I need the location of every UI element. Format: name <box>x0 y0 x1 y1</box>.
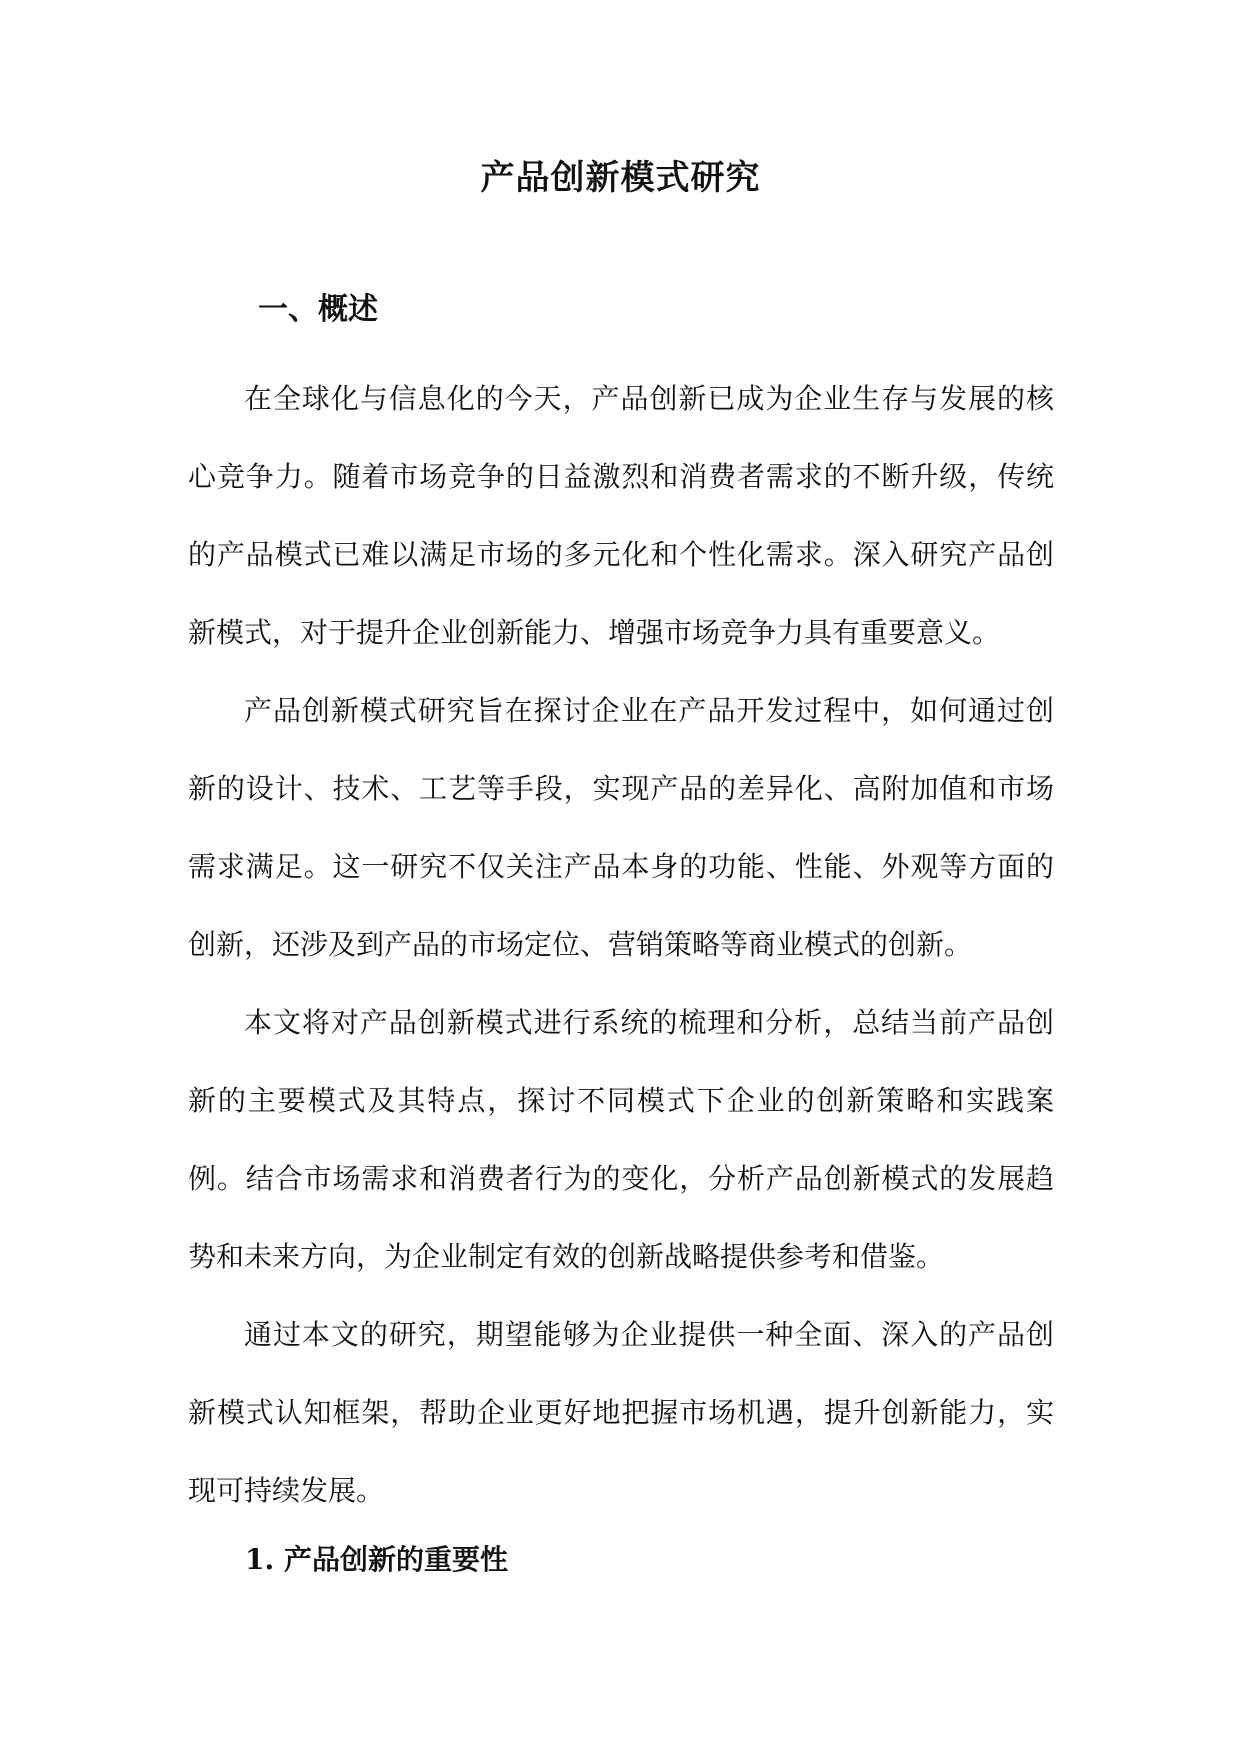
paragraph: 通过本文的研究，期望能够为企业提供一种全面、深入的产品创新模式认知框架，帮助企业更好地把握市场机遇，提升创新能力，实现可持续发展。 <box>188 1318 1054 1507</box>
paragraph: 产品创新模式研究旨在探讨企业在产品开发过程中，如何通过创新的设计、技术、工艺等手段，实现产品的差异化、高附加值和市场需求满足。这一研究不仅关注产品本身的功能、性能、外观等方面的创新，还涉及到产品的市场定位、营销策略等商业模式的创新。 <box>188 694 1054 961</box>
section-heading-overview: 一、概述 <box>258 292 378 327</box>
paragraph: 在全球化与信息化的今天，产品创新已成为企业生存与发展的核心竞争力。随着市场竞争的日益激烈和消费者需求的不断升级，传统的产品模式已难以满足市场的多元化和个性化需求。深入研究产品创新模式，对于提升企业创新能力、增强市场竞争力具有重要意义。 <box>188 382 1054 649</box>
document-title: 产品创新模式研究 <box>480 158 761 198</box>
body-text <box>188 360 1054 1530</box>
paragraph: 本文将对产品创新模式进行系统的梳理和分析，总结当前产品创新的主要模式及其特点，探讨不同模式下企业的创新策略和实践案例。结合市场需求和消费者行为的变化，分析产品创新模式的发展趋势和未来方向，为企业制定有效的创新战略提供参考和借鉴。 <box>188 1006 1054 1273</box>
sub-heading-importance: 1. 产品创新的重要性 <box>245 1543 508 1576</box>
